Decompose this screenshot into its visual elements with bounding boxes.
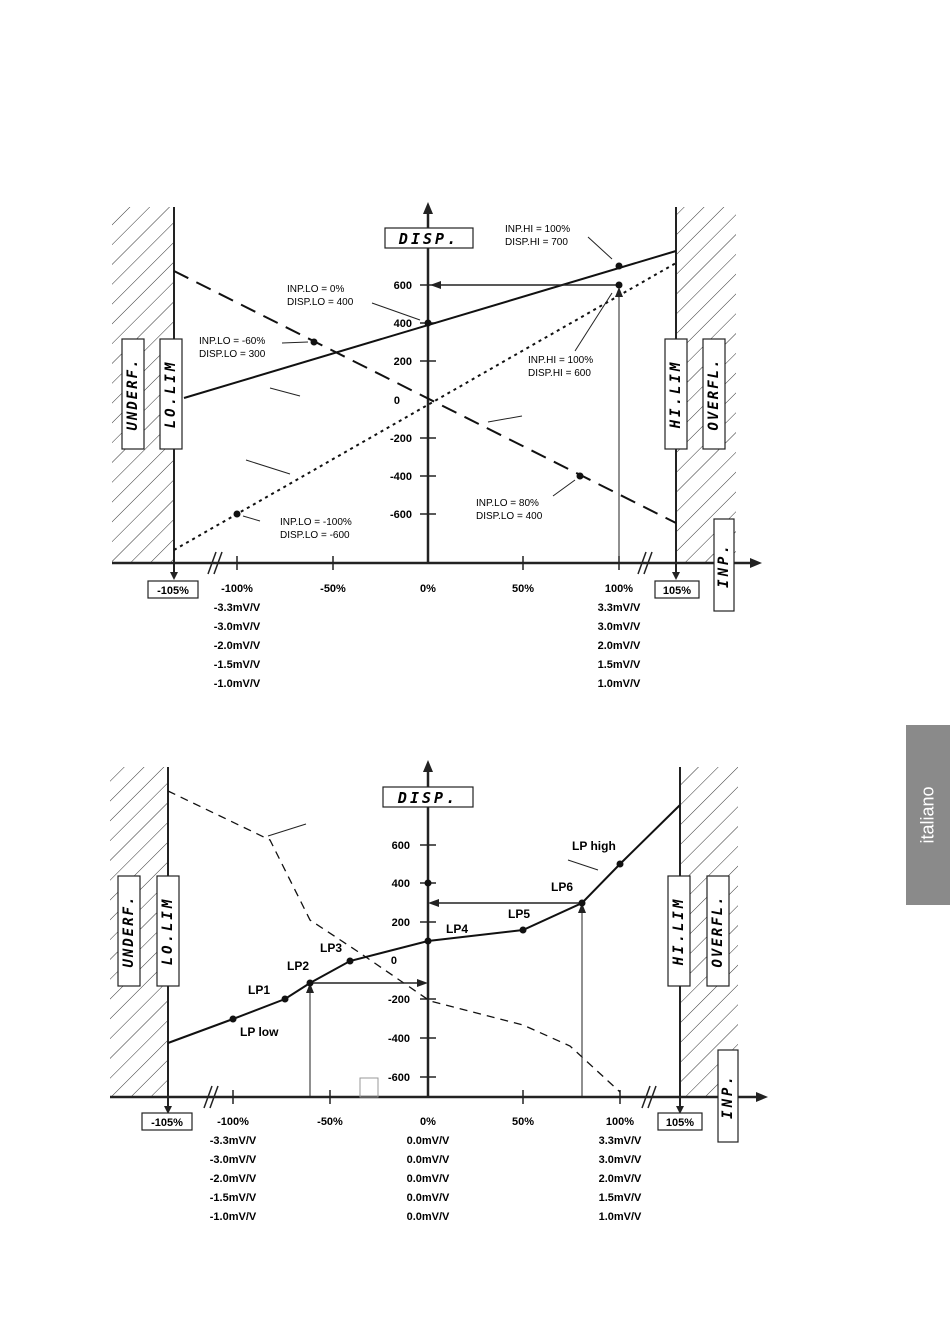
underflow-label: UNDERF.	[125, 357, 141, 431]
annotation: DISP.LO = 400	[287, 297, 354, 308]
y-tick-label: -400	[389, 471, 412, 483]
mv-center: 0.0mV/V	[406, 1192, 450, 1204]
point	[425, 320, 432, 327]
annotation: DISP.HI = 700	[505, 237, 568, 248]
point	[311, 339, 318, 346]
point-lp6	[579, 900, 586, 907]
mv-right: 1.5mV/V	[597, 659, 641, 671]
label-lp-low: LP low	[240, 1025, 279, 1039]
label-lp3: LP3	[320, 941, 343, 955]
mv-left: -3.0mV/V	[213, 621, 261, 633]
label-lp5: LP5	[508, 907, 531, 921]
y-axis-arrow	[423, 760, 433, 772]
disp-label: DISP.	[398, 230, 460, 248]
annotation: INP.LO = 0%	[287, 284, 345, 295]
x-tick-label: -50%	[320, 583, 346, 595]
language-tab[interactable]	[906, 725, 950, 905]
diagram-2	[110, 760, 768, 1223]
inp-label: INP.	[716, 542, 732, 588]
mv-center: 0.0mV/V	[406, 1173, 450, 1185]
y-tick-label: 600	[391, 840, 410, 852]
x-tick-label: -100%	[221, 583, 253, 595]
annotation: DISP.HI = 600	[528, 368, 591, 379]
x-tick-label: 100%	[604, 583, 634, 595]
x-tick-label: 100%	[605, 1116, 635, 1128]
mv-right: 3.0mV/V	[598, 1154, 642, 1166]
language-tab-label: italiano	[917, 786, 938, 844]
diagram-1	[112, 202, 762, 690]
mv-right: 3.3mV/V	[597, 602, 641, 614]
point	[425, 880, 432, 887]
y-tick-label: 400	[393, 318, 412, 330]
hilim-label: HI.LIM	[668, 359, 684, 429]
x-limit-low: -105%	[157, 585, 189, 597]
x-axis-arrow	[750, 558, 762, 568]
mv-right: 3.0mV/V	[597, 621, 641, 633]
disp-label: DISP.	[397, 789, 459, 807]
mv-right: 1.5mV/V	[598, 1192, 642, 1204]
x-tick-label: 0%	[420, 1116, 436, 1128]
annotation: INP.LO = -100%	[280, 517, 352, 528]
lolim-label: LO.LIM	[160, 896, 176, 966]
x-limit-high: 105%	[662, 585, 692, 597]
x-axis-arrow	[756, 1092, 768, 1102]
y-tick-label: -200	[387, 994, 410, 1006]
mv-left: -1.5mV/V	[209, 1192, 257, 1204]
annotation: DISP.LO = 400	[476, 511, 543, 522]
mv-right: 1.0mV/V	[597, 678, 641, 690]
mv-center: 0.0mV/V	[406, 1154, 450, 1166]
point-lp4	[425, 938, 432, 945]
y-axis-arrow	[423, 202, 433, 214]
mv-left: -3.0mV/V	[209, 1154, 257, 1166]
mv-left: -2.0mV/V	[213, 640, 261, 652]
y-tick-label: 0	[390, 955, 397, 967]
annotation: DISP.LO = 300	[199, 349, 266, 360]
label-lp4: LP4	[446, 922, 469, 936]
underflow-label: UNDERF.	[121, 894, 137, 968]
x-limit-low: -105%	[151, 1117, 183, 1129]
y-tick-label: 200	[391, 917, 410, 929]
label-lp-high: LP high	[572, 839, 616, 853]
point-lp2	[307, 980, 314, 987]
label-lp2: LP2	[287, 959, 310, 973]
y-tick-label: -400	[387, 1033, 410, 1045]
annotation: INP.LO = -60%	[199, 336, 266, 347]
point	[616, 282, 623, 289]
annotation: INP.LO = 80%	[476, 498, 539, 509]
dashed-characteristic	[168, 791, 620, 1092]
mv-right: 2.0mV/V	[598, 1173, 642, 1185]
y-tick-label: 400	[391, 878, 410, 890]
mv-left: -1.5mV/V	[213, 659, 261, 671]
y-tick-label: -200	[389, 433, 412, 445]
point-lp5	[520, 927, 527, 934]
mv-left: -1.0mV/V	[213, 678, 261, 690]
point-lp-high	[617, 861, 624, 868]
y-tick-label: 200	[393, 356, 412, 368]
annotation: DISP.LO = -600	[280, 530, 350, 541]
point	[577, 473, 584, 480]
x-tick-label: -100%	[217, 1116, 249, 1128]
x-tick-label: -50%	[317, 1116, 343, 1128]
mv-right: 1.0mV/V	[598, 1211, 642, 1223]
dotted-characteristic	[174, 263, 676, 550]
x-tick-label: 50%	[511, 583, 535, 595]
mv-right: 3.3mV/V	[598, 1135, 642, 1147]
dashed-characteristic	[174, 271, 676, 523]
point	[234, 511, 241, 518]
x-tick-label: 50%	[511, 1116, 535, 1128]
y-tick-label: 600	[393, 280, 412, 292]
x-tick-label: 0%	[420, 583, 436, 595]
overflow-label: OVERFL.	[706, 357, 722, 431]
mv-center: 0.0mV/V	[406, 1211, 450, 1223]
annotation: INP.HI = 100%	[505, 224, 571, 235]
y-tick-label: -600	[389, 509, 412, 521]
mv-left: -3.3mV/V	[209, 1135, 257, 1147]
annotation: INP.HI = 100%	[528, 355, 594, 366]
mv-center: 0.0mV/V	[406, 1135, 450, 1147]
overflow-label: OVERFL.	[710, 894, 726, 968]
point-lp1	[282, 996, 289, 1003]
mv-left: -3.3mV/V	[213, 602, 261, 614]
y-tick-label: -600	[387, 1072, 410, 1084]
point-lp-low	[230, 1016, 237, 1023]
inp-label: INP.	[720, 1073, 736, 1119]
mv-left: -2.0mV/V	[209, 1173, 257, 1185]
mv-right: 2.0mV/V	[597, 640, 641, 652]
hilim-label: HI.LIM	[671, 896, 687, 966]
mv-left: -1.0mV/V	[209, 1211, 257, 1223]
x-limit-high: 105%	[665, 1117, 695, 1129]
label-lp6: LP6	[551, 880, 574, 894]
y-tick-label: 0	[393, 395, 400, 407]
lolim-label: LO.LIM	[163, 359, 179, 429]
label-lp1: LP1	[248, 983, 271, 997]
point	[616, 263, 623, 270]
point-lp3	[347, 958, 354, 965]
